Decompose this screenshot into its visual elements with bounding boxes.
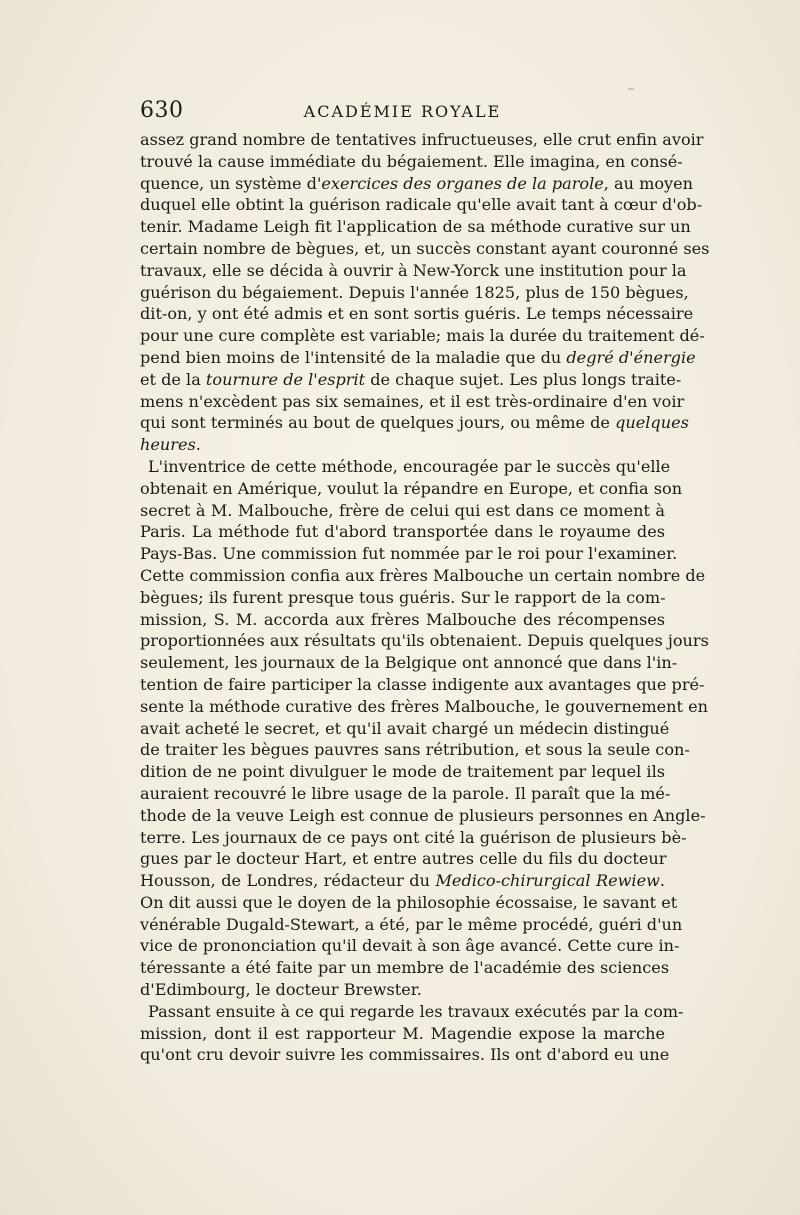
text-segment: terre. Les journaux de ce pays ont cité la guérison de plusieurs bè- — [140, 827, 687, 847]
text-line — [140, 194, 703, 216]
text-segment: . — [659, 871, 665, 891]
text-segment: dit-on, y ont été admis et en sont sortis guéris. Le temps nécessaire — [140, 304, 694, 324]
text-line — [140, 696, 709, 718]
text-segment: thode de la veuve Leigh est connue de plusieurs personnes en Angle- — [140, 805, 706, 825]
text-line — [140, 1023, 665, 1045]
text-segment: Passant ensuite à ce qui regarde les travaux exécutés par la com- — [148, 1001, 684, 1021]
text-line — [140, 914, 683, 936]
text-segment: L'inventrice de cette méthode, encouragée par le succès qu'elle — [148, 456, 671, 476]
text-segment: qu'ont cru devoir suivre les commissaires. Ils ont d'abord eu une — [140, 1045, 670, 1065]
text-segment: sente la méthode curative des frères Malbouche, le gouvernement en — [140, 696, 709, 716]
text-segment: . — [195, 435, 201, 455]
text-line — [140, 282, 689, 304]
text-segment: On dit aussi que le doyen de la philosophie écossaise, le savant et — [140, 892, 678, 912]
body-text — [140, 129, 710, 1066]
text-line — [140, 456, 671, 478]
text-segment: pour une cure complète est variable; mais la durée du traitement dé- — [140, 326, 705, 346]
italic-text: heures — [140, 435, 196, 455]
text-segment: obtenait en Amérique, voulut la répandre en Europe, et confia son — [140, 478, 683, 498]
italic-text: tournure de l'esprit — [205, 369, 366, 389]
italic-text: quelques — [615, 413, 689, 433]
text-segment: avait acheté le secret, et qu'il avait chargé un médecin distingué — [140, 718, 670, 738]
running-head: ACADÉMIE ROYALE — [303, 102, 502, 121]
italic-text: Medico-chirurgical Rewiew — [435, 871, 660, 891]
text-segment: de chaque sujet. Les plus longs traite- — [365, 369, 682, 389]
text-line — [140, 347, 696, 369]
text-line — [140, 521, 665, 543]
text-line — [140, 1001, 684, 1023]
text-segment: vénérable Dugald-Stewart, a été, par le même procédé, guéri d'un — [140, 914, 683, 934]
text-segment: Cette commission confia aux frères Malbouche un certain nombre de — [140, 565, 706, 585]
text-line — [140, 805, 706, 827]
text-segment: d'Edimbourg, le docteur Brewster. — [140, 980, 422, 1000]
text-line — [140, 238, 710, 260]
text-line — [140, 303, 694, 325]
text-line — [140, 870, 665, 892]
text-line — [140, 892, 678, 914]
text-segment: trouvé la cause immédiate du bégaiement. Elle imagina, en consé- — [140, 151, 683, 171]
text-line — [140, 1044, 670, 1066]
text-segment: et de la — [140, 369, 206, 389]
text-segment: bègues; ils furent presque tous guéris. Sur le rapport de la com- — [140, 587, 666, 607]
page-number: 630 — [140, 98, 184, 123]
text-segment: qui sont terminés au bout de quelques jours, ou même de — [140, 413, 616, 433]
text-line — [140, 935, 680, 957]
text-segment: tenir. Madame Leigh fit l'application de sa méthode curative sur un — [140, 217, 691, 237]
text-segment: , au moyen — [603, 173, 694, 193]
text-line — [140, 848, 665, 870]
text-line — [140, 391, 685, 413]
text-line — [140, 325, 705, 347]
text-line — [140, 216, 691, 238]
text-segment: mens n'excèdent pas six semaines, et il est très-ordinaire d'en voir — [140, 391, 685, 411]
text-segment: certain nombre de bègues, et, un succès constant ayant couronné ses — [140, 238, 710, 258]
text-segment: gues par le docteur Hart, et entre autres celle du fils du docteur — [140, 849, 667, 869]
text-segment: guérison du bégaiement. Depuis l'année 1825, plus de 150 bègues, — [140, 282, 689, 302]
text-line — [140, 260, 687, 282]
text-segment: auraient recouvré le libre usage de la parole. Il paraît que la mé- — [140, 783, 671, 803]
text-line — [140, 478, 683, 500]
text-segment: de traiter les bègues pauvres sans rétribution, et sous la seule con- — [140, 740, 690, 760]
text-line — [140, 827, 687, 849]
text-line — [140, 761, 665, 783]
text-segment: pend bien moins de l'intensité de la maladie que du — [140, 347, 567, 367]
paper-speck — [628, 88, 634, 90]
text-segment: travaux, elle se décida à ouvrir à New-Yorck une institution pour la — [140, 260, 687, 280]
text-line — [140, 500, 665, 522]
text-line — [140, 630, 709, 652]
text-segment: tention de faire participer la classe indigente aux avantages que pré- — [140, 674, 705, 694]
text-line — [140, 739, 690, 761]
text-segment: Housson, de Londres, rédacteur du — [140, 871, 436, 891]
text-line — [140, 434, 665, 456]
text-line — [140, 369, 682, 391]
text-segment: mission, S. M. accorda aux frères Malbouche des récompenses — [140, 609, 665, 629]
text-line — [140, 565, 706, 587]
text-segment: Pays-Bas. Une commission fut nommée par le roi pour l'examiner. — [140, 544, 678, 564]
text-segment: assez grand nombre de tentatives infructueuses, elle crut enfin avoir — [140, 130, 704, 149]
text-line — [140, 674, 705, 696]
text-segment: téressante a été faite par un membre de l'académie des sciences — [140, 958, 670, 978]
text-segment: seulement, les journaux de la Belgique ont annoncé que dans l'in- — [140, 653, 678, 673]
text-segment: quence, un système d' — [140, 173, 322, 193]
text-line — [140, 587, 665, 609]
text-segment: Paris. La méthode fut d'abord transportée dans le royaume des — [140, 522, 665, 542]
text-line — [140, 979, 665, 1001]
text-segment: mission, dont il est rapporteur M. Magendie expose la marche — [140, 1023, 665, 1043]
text-line — [140, 783, 671, 805]
text-segment: proportionnées aux résultats qu'ils obtenaient. Depuis quelques jours — [140, 631, 709, 651]
italic-text: exercices des organes de la parole — [321, 173, 604, 193]
italic-text: degré d'énergie — [566, 347, 696, 367]
text-line — [140, 151, 683, 173]
text-line — [140, 957, 670, 979]
text-line — [140, 609, 665, 631]
text-line — [140, 543, 678, 565]
text-segment: vice de prononciation qu'il devait à son âge avancé. Cette cure in- — [140, 936, 680, 956]
text-segment: duquel elle obtint la guérison radicale qu'elle avait tant à cœur d'ob- — [140, 195, 703, 215]
text-segment: secret à M. Malbouche, frère de celui qui est dans ce moment à — [140, 500, 665, 520]
text-line — [140, 129, 704, 151]
page-header — [140, 98, 665, 128]
text-line — [140, 652, 678, 674]
text-segment: dition de ne point divulguer le mode de traitement par lequel ils — [140, 762, 665, 782]
text-line — [140, 173, 694, 195]
text-line — [140, 718, 670, 740]
text-line — [140, 412, 689, 434]
